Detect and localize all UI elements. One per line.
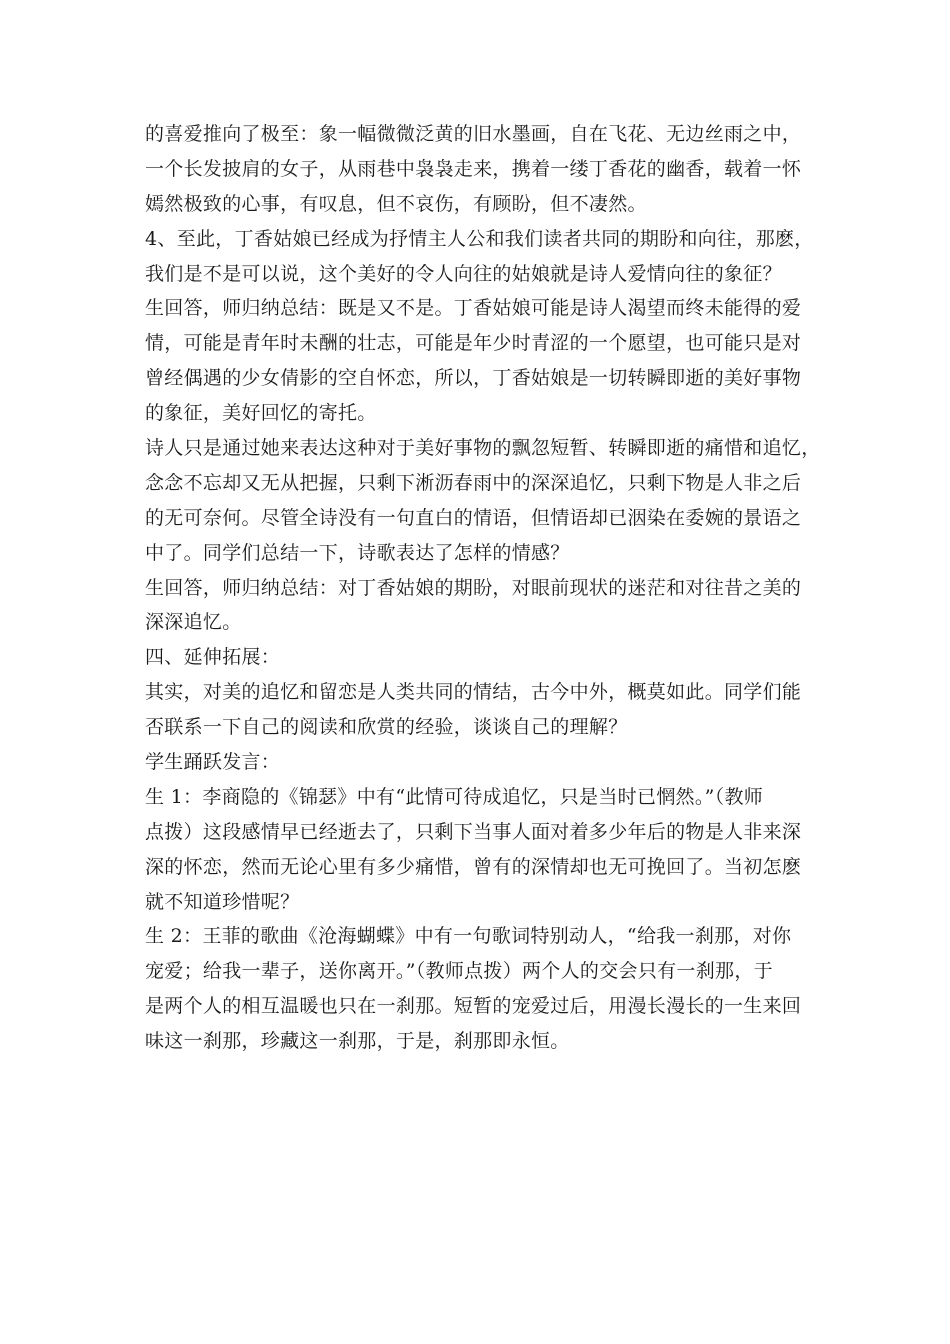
text-line: 的象征，美好回忆的寄托。 bbox=[145, 402, 377, 425]
text-line: 4、至此，丁香姑娘已经成为抒情主人公和我们读者共同的期盼和向往，那麽， bbox=[145, 227, 814, 250]
text-line: 味这一刹那，珍藏这一刹那，于是，刹那即永恒。 bbox=[145, 1030, 570, 1053]
text-line: 嫣然极致的心事，有叹息，但不哀伤，有顾盼，但不凄然。 bbox=[145, 192, 647, 215]
text-line: 生 2：王菲的歌曲《沧海蝴蝶》中有一句歌词特别动人，“给我一刹那，对你 bbox=[145, 925, 792, 948]
text-line: 生回答，师归纳总结：既是又不是。丁香姑娘可能是诗人渴望而终未能得的爱 bbox=[145, 297, 802, 320]
text-line: 学生踊跃发言： bbox=[145, 751, 281, 774]
text-line: 生 1：李商隐的《锦瑟》中有“此情可待成追忆，只是当时已惘然。”（教师 bbox=[145, 785, 764, 808]
text-line: 就不知道珍惜呢？ bbox=[145, 890, 300, 913]
text-line: 点拨）这段感情早已经逝去了，只剩下当事人面对着多少年后的物是人非来深 bbox=[145, 820, 802, 843]
text-line: 念念不忘却又无从把握，只剩下淅沥春雨中的深深追忆，只剩下物是人非之后 bbox=[145, 471, 802, 494]
text-line: 深深追忆。 bbox=[145, 611, 242, 634]
text-line: 深的怀恋，然而无论心里有多少痛惜，曾有的深情却也无可挽回了。当初怎麽 bbox=[145, 855, 802, 878]
text-line: 生回答，师归纳总结：对丁香姑娘的期盼，对眼前现状的迷茫和对往昔之美的 bbox=[145, 576, 802, 599]
text-line: 诗人只是通过她来表达这种对于美好事物的飘忽短暂、转瞬即逝的痛惜和追忆， bbox=[145, 437, 821, 460]
text-line: 其实，对美的追忆和留恋是人类共同的情结，古今中外，概莫如此。同学们能 bbox=[145, 681, 802, 704]
document-body bbox=[145, 117, 821, 1059]
text-line: 的喜爱推向了极至：象一幅微微泛黄的旧水墨画，自在飞花、无边丝雨之中， bbox=[145, 123, 802, 145]
text-line: 一个长发披肩的女子，从雨巷中袅袅走来，携着一缕丁香花的幽香，载着一怀 bbox=[145, 157, 802, 180]
text-line: 情，可能是青年时未酬的壮志，可能是年少时青涩的一个愿望，也可能只是对 bbox=[145, 332, 802, 355]
text-line: 中了。同学们总结一下，诗歌表达了怎样的情感？ bbox=[145, 541, 570, 564]
section-heading: 四、延伸拓展： bbox=[145, 646, 281, 669]
text-line: 是两个人的相互温暖也只在一刹那。短暂的宠爱过后，用漫长漫长的一生来回 bbox=[145, 995, 802, 1018]
text-line: 我们是不是可以说，这个美好的令人向往的姑娘就是诗人爱情向往的象征？ bbox=[145, 262, 782, 285]
text-line: 宠爱；给我一辈子，送你离开。”（教师点拨）两个人的交会只有一刹那，于 bbox=[145, 960, 773, 983]
text-line: 曾经偶遇的少女倩影的空自怀恋，所以，丁香姑娘是一切转瞬即逝的美好事物 bbox=[145, 367, 802, 390]
text-line: 否联系一下自己的阅读和欣赏的经验，谈谈自己的理解？ bbox=[145, 716, 628, 739]
text-line: 的无可奈何。尽管全诗没有一句直白的情语，但情语却已洇染在委婉的景语之 bbox=[145, 506, 802, 529]
